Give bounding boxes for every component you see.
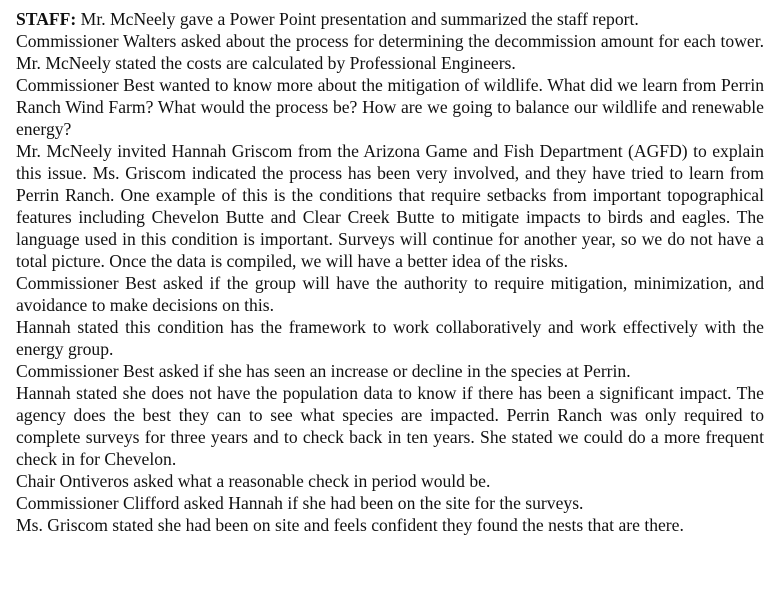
hannah-framework-paragraph: Hannah stated this condition has the framework to work collaboratively and work effectively with the energy group. [16, 317, 764, 359]
staff-label: STAFF: [16, 9, 77, 29]
hannah-population-paragraph: Hannah stated she does not have the population data to know if there has been a significant impact. The agency does the best they can to see what species are impacted. Perrin Ranch was only required to complete surveys for three years and to check back in ten years. She stated we could do a more frequent check in for Chevelon. [16, 383, 764, 469]
clifford-site-paragraph: Commissioner Clifford asked Hannah if she had been on the site for the surveys. [16, 493, 584, 513]
walters-decommission-paragraph: Commissioner Walters asked about the process for determining the decommission amount for each tower. Mr. McNeely stated the costs are calculated by Professional Engineers. [16, 31, 764, 73]
best-authority-paragraph: Commissioner Best asked if the group will have the authority to require mitigation, minimization, and avoidance to make decisions on this. [16, 273, 764, 315]
staff-summary-text: Mr. McNeely gave a Power Point presentation and summarized the staff report. [76, 9, 639, 29]
ontiveros-check-paragraph: Chair Ontiveros asked what a reasonable check in period would be. [16, 471, 491, 491]
staff-paragraph [16, 8, 764, 30]
griscom-agfd-paragraph: Mr. McNeely invited Hannah Griscom from the Arizona Game and Fish Department (AGFD) to explain this issue. Ms. Griscom indicated the process has been very involved, and they have tried to learn from Perrin Ranch. One example of this is the conditions that require setbacks from important topographical features including Chevelon Butte and Clear Creek Butte to mitigate impacts to birds and eagles. The language used in this condition is important. Surveys will continue for another year, so we do not have a total picture. Once the data is compiled, we will have a better idea of the risks. [16, 141, 764, 271]
griscom-nests-paragraph: Ms. Griscom stated she had been on site and feels confident they found the nests that are there. [16, 515, 684, 535]
best-wildlife-question-paragraph: Commissioner Best wanted to know more about the mitigation of wildlife. What did we learn from Perrin Ranch Wind Farm? What would the process be? How are we going to balance our wildlife and renewable energy? [16, 75, 764, 139]
best-species-paragraph: Commissioner Best asked if she has seen an increase or decline in the species at Perrin. [16, 361, 631, 381]
